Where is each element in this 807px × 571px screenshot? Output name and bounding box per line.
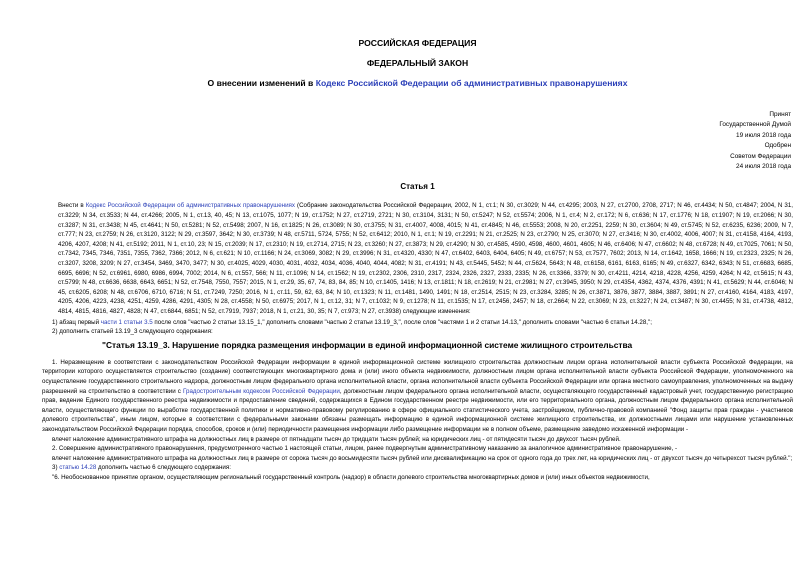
adoption-block (42, 110, 793, 172)
item-3 (42, 463, 793, 473)
item-1-link[interactable]: части 1 статьи 3.5 (100, 318, 153, 326)
item-1-prefix: 1) абзац первый (52, 318, 101, 326)
intro-prefix: Внести в (58, 202, 86, 210)
intro-paragraph (42, 201, 793, 316)
part-1-paragraph (42, 358, 793, 435)
item-3-quote: "6. Необоснованное принятие органом, осуществляющим региональный государственный контроль (надзор) в области долевого строительства многоквартирных домов и (или) иных объектов недвижимости, (52, 473, 650, 481)
code-link[interactable]: Кодекс Российской Федерации об административных правонарушениях (315, 78, 628, 88)
urban-code-link[interactable]: Градостроительным кодексом Российской Федерации (183, 387, 340, 395)
item-3-text: дополнить частью 6 следующего содержания: (96, 464, 231, 472)
part-2-paragraph: 2. Совершение административного правонарушения, предусмотренного частью 1 настоящей статьи, лицом, ранее подвергнутым административному наказанию за аналогичное административное правонарушение, - (52, 445, 678, 453)
part-1-penalty: влечет наложение административного штрафа на должностных лиц в размере от пятнадцати тысяч до тридцати тысяч рублей; на юридических лиц - от пятидесяти тысяч до двухсот тысяч рублей. (52, 435, 621, 443)
approved-label: Одобрен (764, 142, 791, 150)
law-title (42, 68, 793, 88)
adopted-label: Принят (769, 111, 791, 118)
federation-heading: РОССИЙСКАЯ ФЕДЕРАЦИЯ (358, 38, 477, 48)
item-3-prefix: 3) (52, 464, 60, 472)
item-1-text: после слов "частью 2 статьи 13.15_1," дополнить словами "частью 2 статьи 13.19_3,", после слов "частями 1 и 2 статьи 14.13," дополнить словами "частью 6 статьи 14.28,"; (152, 318, 652, 326)
law-title-prefix: О внесении изменений в (207, 78, 316, 88)
intro-code-link[interactable]: Кодекс Российской Федерации об административных правонарушениях (85, 202, 295, 210)
part-1-before: 1. Неразмещение в соответствии с законодательством Российской Федерации информации в единой информационной системе жилищного строительства должностным лицом органа исполнительной власти субъекта Российской Федерации, на территории которого осуществляется строительство (создание) соответствующих многоквартирного дома и (или) иного объекта недвижимости, должностным лицом органа исполнительной власти субъекта Российской Федерации, уполномоченного на осуществление государственного строительного надзора, должностным лицом федерального органа исполнительной власти, органа исполнительной власти субъекта Российской Федерации или органа местного самоуправления, уполномоченных на выдачу разрешений на строительство в соответствии с (42, 358, 793, 395)
adopted-date: 19 июля 2018 года (736, 131, 791, 139)
item-1 (42, 318, 793, 328)
part-2-penalty: влечет наложение административного штрафа на должностных лиц в размере от сорока тысяч до восьмидесяти тысяч рублей или дисквалификацию на срок от одного года до трех лет, на юридических лиц - от двухсот тысяч до четырехсот тысяч рублей."; (52, 454, 793, 462)
new-article-heading: "Статья 13.19_3. Нарушение порядка размещения информации в единой информационной системе жилищного строительства (102, 339, 633, 350)
approved-date: 24 июля 2018 года (736, 163, 791, 171)
law-type-heading: ФЕДЕРАЛЬНЫЙ ЗАКОН (366, 58, 469, 68)
item-3-link[interactable]: статью 14.28 (59, 464, 97, 472)
intro-text: (Собрание законодательства Российской Федерации, 2002, N 1, ст.1; N 30, ст.3029; N 44, ст.4295; 2003, N 27, ст.2700, 2708, 2717; N 46, ст.4434; N 50, ст.4847; 2004, N 31, ст.3229; N 34, ст.3533; N 44, ст.4266; 2005, N 1, ст.13, 40, 45; N 13, ст.1075, 1077; N 19, ст.1752; N 27, ст.2719, 2721; N 30, ст.3104, 3131; N 50, ст.5247; N 52, ст.5574; 2006, N 1, ст.4; N 2, ст.172; N 6, ст.636; N 17, ст.1776; N 18, ст.1907; N 19, ст.2066; N 30, ст.3287; N 31, ст.3438; N 45, ст.4641; N 50, ст.5281; N 52, ст.5498; 2007, N 16, ст.1825; N 26, ст.3089; N 30, ст.3755; N 31, ст.4007, 4008, 4015; N 41, ст.4845; N 46, ст.5553; 2008, N 20, ст.2251, 2259; N 30, ст.3604; N 49, ст.5745; N 52, ст.6235, 6236; 2009, N 7, ст.777; N 23, ст.2759; N 26, ст.3120, 3122; N 29, ст.3597, 3642; N 30, ст.3739; N 48, ст.5711, 5724, 5755; N 52, ст.6412; 2010, N 1, ст.1; N 19, ст.2291; N 21, ст.2525; N 23, ст.2790; N 25, ст.3070; N 27, ст.3416; N 30, ст.4002, 4006, 4007; N 31, ст.4158, 4164, 4193, 4206, 4207, 4208; N 41, ст.5192; 2011, N 1, ст.10, 23; N 15, ст.2039; N 17, ст.2310; N 19, ст.2714, 2715; N 23, ст.3260; N 27, ст.3873; N 29, ст.4290; N 30, ст.4585, 4590, 4598, 4600, 4601, 4605; N 46, ст.6406; N 47, ст.6602; N 48, ст.6728; N 49, ст.7025, 7061; N 50, ст.7342, 7345, 7346, 7351, 7355, 7362, 7366; 2012, N 6, ст.621; N 10, ст.1166; N 24, ст.3069, 3082; N 29, ст.3996; N 31, ст.4320, 4330; N 47, ст.6402, 6403, 6404, 6405; N 49, ст.6757; N 53, ст.7577, 7602; 2013, N 14, ст.1642, 1658, 1666; N 19, ст.2323, 2325; N 26, ст.3207, 3208, 3209; N 27, ст.3454, 3469, 3470, 3477; N 30, ст.4025, 4029, 4030, 4031, 4032, 4034, 4036, 4040, 4044, 4082; N 31, ст.4191; N 43, ст.5445, 5452; N 44, ст.5624, 5643; N 48, ст.6158, 6161, 6163, 6165; N 49, ст.6327, 6342, 6343; N 51, ст.6683, 6685, 6695, 6696; N 52, ст.6961, 6980, 6986, 6994, 7002; 2014, N 6, ст.557, 566; N 11, ст.1096; N 14, ст.1562; N 19, ст.2302, 2306, 2310, 2317, 2324, 2326, 2327, 2333, 2335; N 26, ст.3366, 3379; N 30, ст.4211, 4214, 4218, 4228, 4256, 4259, 4264; N 42, ст.5615; N 43, ст.5799; N 48, ст.6636, 6638, 6643, 6651; N 52, ст.7548, 7550, 7557; 2015, N 1, ст.29, 35, 67, 74, 83, 84, 85; N 10, ст.1405, 1416; N 13, ст.1811; N 18, ст.2619; N 21, ст.2981; N 27, ст.3945, 3950; N 29, ст.4354, 4362, 4374, 4376, 4391; N 41, ст.5629; N 44, ст.6046; N 45, ст.6205, 6208; N 48, ст.6706, 6710, 6716; N 51, ст.7249, 7250; 2016, N 1, ст.11, 59, 62, 63, 84; N 10, ст.1323; N 11, ст.1481, 1490, 1491; N 18, ст.2514, 2515; N 23, ст.3284, 3285; N 26, ст.3871, 3876, 3877, 3884, 3887, 3891; N 27, ст.4160, 4164, 4183, 4197, 4205, 4206, 4223, 4238, 4251, 4259, 4286, 4291, 4305; N 28, ст.4558; N 50, ст.6975; 2017, N 1, ст.12, 31; N 7, ст.1032; N 9, ст.1278; N 11, ст.1535; N 17, ст.2456, 2457; N 18, ст.2664; N 22, ст.3069; N 23, ст.3227; N 24, ст.3487; N 30, ст.4455; N 31, ст.4738, 4812, 4814, 4815, 4816, 4827, 4828; N 47, ст.6844, 6851; N 52, ст.7919, 7937; 2018, N 1, ст.21, 30, 35; N 7, ст.973; N 27, ст.3938) следующие изменения: (58, 202, 793, 315)
adopted-by: Государственной Думой (719, 121, 791, 129)
article-heading: Статья 1 (400, 182, 435, 192)
part-1-after: , должностным лицом федерального органа исполнительной власти, осуществляющего государственный кадастровый учет, государственную регистрацию прав, ведение Единого государственного реестра недвижимости и предоставление сведений, содержащихся в Едином государственном реестре недвижимости, или его территориального органа, должностным лицом федерального органа исполнительной власти, осуществляющего функции по выработке государственной политики и нормативно-правовому регулированию в сфере официального статистического учета, застройщиком, публично-правовой компанией "Фонд защиты прав граждан - участников долевого строительства", иным лицом, которые в соответствии с федеральными законами обязаны размещать информацию в единой информационной системе жилищного строительства, их должностными лицами или нарушение установленных законодательством Российской Федерации порядка, способов, сроков и (или) периодичности размещения информации либо размещение информации не в полном объеме, размещение заведомо искаженной информации - (42, 387, 793, 433)
approved-by: Советом Федерации (730, 152, 791, 160)
item-2: 2) дополнить статьей 13.19_3 следующего содержания: (52, 328, 213, 336)
